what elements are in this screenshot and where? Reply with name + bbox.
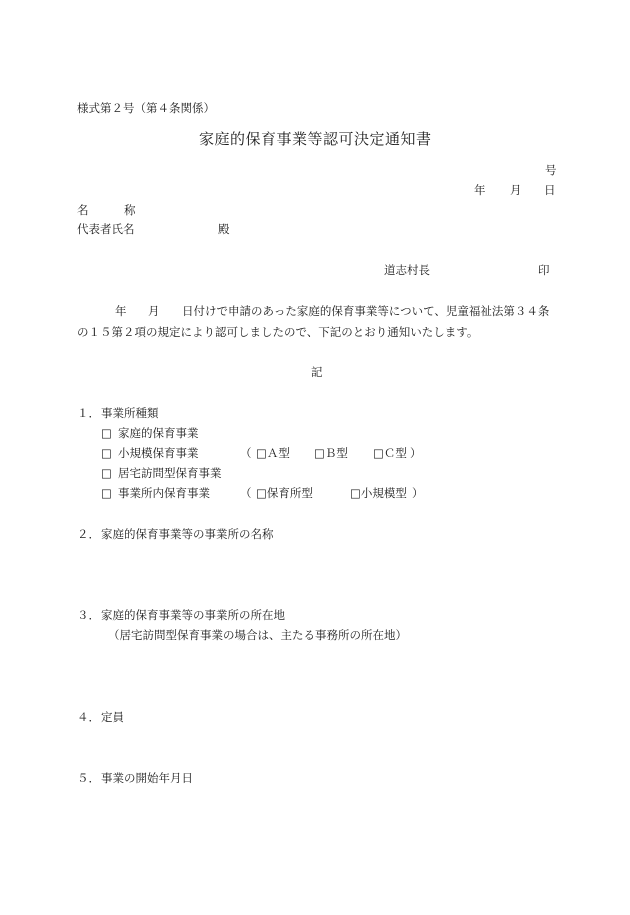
option-jigyoshonai-paren-open: （: [240, 486, 252, 500]
addressee-name-label-1: 名: [77, 203, 89, 217]
form-number: 様式第２号（第４条関係）: [77, 101, 215, 115]
option-shokibo-checkbox: □: [101, 446, 112, 460]
section-1-label: 事業所種類: [101, 406, 159, 420]
section-2-label: 家庭的保育事業等の事業所の名称: [101, 527, 274, 541]
ki-mark: 記: [311, 365, 323, 379]
option-shokibo-paren-open: （: [240, 446, 252, 460]
option-shokibo-type-c: □Ｃ型: [373, 446, 407, 460]
addressee-name-label-2: 称: [124, 203, 136, 217]
section-3-label: 家庭的保育事業等の事業所の所在地: [101, 608, 285, 622]
issuer-title: 道志村長: [384, 263, 430, 277]
body-year: 年: [115, 304, 127, 318]
option-kyotaku-checkbox: □: [101, 466, 112, 480]
option-kateiteki-label: 家庭的保育事業: [118, 426, 199, 440]
document-title: 家庭的保育事業等認可決定通知書: [199, 130, 432, 148]
option-jigyoshonai-checkbox: □: [101, 486, 112, 500]
section-2-number: ２．: [77, 527, 100, 541]
option-jigyoshonai-label: 事業所内保育事業: [118, 486, 210, 500]
body-line-1: 日付けで申請のあった家庭的保育事業等について、児童福祉法第３４条: [182, 304, 550, 318]
section-3-number: ３．: [77, 608, 100, 622]
option-kyotaku-label: 居宅訪問型保育事業: [118, 466, 222, 480]
body-month: 月: [148, 304, 160, 318]
option-jigyoshonai-shokibo-type: □小規模型: [350, 486, 407, 500]
honorific-dono: 殿: [218, 222, 230, 236]
option-jigyoshonai-hoikusho-type: □保育所型: [256, 486, 313, 500]
document-number-label: 号: [545, 163, 557, 177]
seal-mark: 印: [538, 263, 550, 277]
representative-name-label: 代表者氏名: [77, 222, 135, 236]
option-shokibo-paren-close: ）: [410, 446, 422, 460]
body-line-2: の１５第２項の規定により認可しましたので、下記のとおり通知いたします。: [77, 325, 479, 339]
option-shokibo-label: 小規模保育事業: [118, 446, 199, 460]
date-month-label: 月: [510, 183, 522, 197]
option-kateiteki-checkbox: □: [101, 426, 112, 440]
section-3-note: （居宅訪問型保育事業の場合は、主たる事務所の所在地）: [108, 628, 407, 642]
section-1-number: １．: [77, 406, 100, 420]
date-day-label: 日: [544, 183, 556, 197]
option-jigyoshonai-paren-close: ）: [412, 486, 424, 500]
section-5-label: 事業の開始年月日: [101, 771, 193, 785]
section-4-label: 定員: [101, 710, 124, 724]
section-4-number: ４．: [77, 710, 100, 724]
section-5-number: ５．: [77, 771, 100, 785]
date-year-label: 年: [474, 183, 486, 197]
option-shokibo-type-a: □Ａ型: [256, 446, 290, 460]
option-shokibo-type-b: □Ｂ型: [314, 446, 348, 460]
